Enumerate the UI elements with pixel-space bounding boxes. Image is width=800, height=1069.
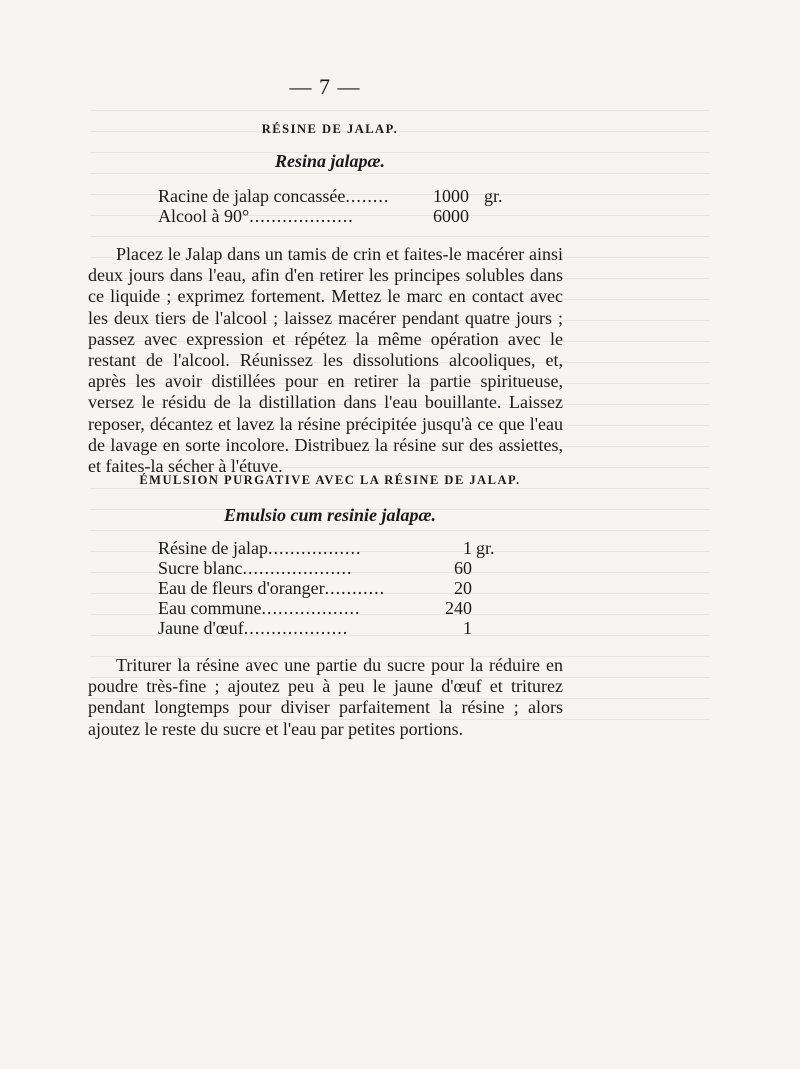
ingredient-list-resine — [158, 186, 503, 226]
ingredient-name: Alcool à 90° — [158, 206, 250, 226]
ingredient-quantity: 1000 — [433, 186, 469, 206]
latin-title-resina: Resina jalapæ. — [274, 151, 385, 171]
leader-dots: ................. — [267, 538, 362, 558]
ingredient-unit: gr. — [484, 186, 503, 206]
page-number: — 7 — — [289, 74, 361, 99]
leader-dots: ........... — [324, 578, 386, 598]
ingredient-name: Racine de jalap concassée — [158, 186, 346, 206]
leader-dots: ........ — [345, 186, 390, 206]
section-heading-resine: RÉSINE DE JALAP. — [261, 122, 399, 136]
ingredient-row — [158, 598, 472, 618]
ingredient-row — [158, 558, 472, 578]
instructions-paragraph-emulsion: Triturer la résine avec une partie du sucre pour la réduire en poudre très-fine ; ajoutez peu à peu le jaune d'œuf et triturez pendant longtemps pour diviser parfaitement la résine ; alors ajoutez le reste du sucre et l'eau par petites portions. — [88, 655, 563, 739]
ingredient-name: Eau de fleurs d'oranger — [158, 578, 325, 598]
leader-dots: .................. — [261, 598, 361, 618]
ingredient-row — [158, 538, 495, 558]
instructions-paragraph-resine: Placez le Jalap dans un tamis de crin et faites-le macérer ainsi deux jours dans l'eau, afin d'en retirer les principes solubles dans ce liquide ; exprimez fortement. Mettez le marc en contact avec les deux tiers de l'alcool ; laissez macérer pendant quatre jours ; passez avec expression et répétez la même opération avec le restant de l'alcool. Réunissez les dissolutions alcooliques, et, après les avoir distillées pour en retirer la partie spiritueuse, versez le résidu de la distillation dans l'eau bouillante. Laissez reposer, décantez et lavez la résine précipitée jusqu'à ce que l'eau de lavage en sorte incolore. Distribuez la résine sur des assiettes, et faites-la sécher à l'étuve. — [88, 244, 563, 477]
ingredient-name: Jaune d'œuf — [158, 618, 244, 638]
leader-dots: .................... — [242, 558, 353, 578]
ingredient-quantity: 240 — [445, 598, 472, 618]
latin-title-emulsio: Emulsio cum resinie jalapæ. — [223, 505, 437, 525]
ingredient-unit: gr. — [476, 538, 495, 558]
ingredient-quantity: 6000 — [433, 206, 469, 226]
ingredient-row — [158, 578, 472, 598]
ingredient-row — [158, 186, 503, 206]
ingredient-list-emulsion — [158, 538, 495, 638]
ingredient-quantity: 60 — [454, 558, 472, 578]
ingredient-quantity: 1 — [463, 538, 472, 558]
section-heading-emulsion: ÉMULSION PURGATIVE AVEC LA RÉSINE DE JALAP. — [139, 473, 521, 487]
ingredient-name: Eau commune — [158, 598, 262, 618]
ingredient-quantity: 1 — [463, 618, 472, 638]
leader-dots: ................... — [249, 206, 354, 226]
ingredient-name: Sucre blanc — [158, 558, 243, 578]
leader-dots: ................... — [243, 618, 349, 638]
ingredient-name: Résine de jalap — [158, 538, 268, 558]
ingredient-row — [158, 206, 469, 226]
ingredient-row — [158, 618, 472, 638]
ingredient-quantity: 20 — [454, 578, 472, 598]
